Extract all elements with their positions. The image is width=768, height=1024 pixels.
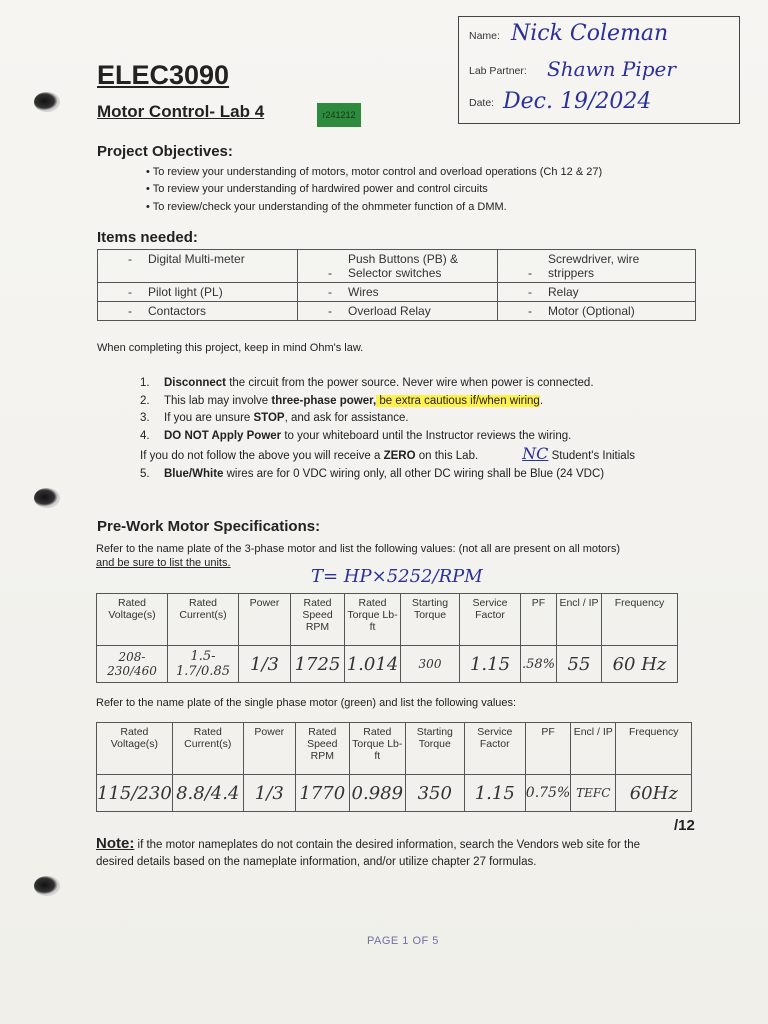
nameplate-note-cont: desired details based on the nameplate information, and/or utilize chapter 27 formulas. [96,856,537,868]
table-cell: 208-230/460 [97,646,168,683]
objective-item: • To review/check your understanding of the ohmmeter function of a DMM. [146,201,507,213]
table-cell: 1/3 [239,646,291,683]
table-row [97,775,692,812]
name-label: Name: [469,30,500,42]
table-header-row [97,723,692,775]
column-header: Rated Torque Lb-ft [345,594,401,646]
nameplate-note: Note: if the motor nameplates do not contain the desired information, search the Vendors web site for the [96,835,640,852]
table-cell: 1.014 [345,646,401,683]
item-cell: - Relay [498,283,696,302]
table-header-row [97,594,678,646]
table-cell: 115/230 [97,775,173,812]
student-initials-label: Student's Initials [551,450,636,462]
column-header: Service Factor [464,723,525,775]
table-cell: 1.15 [460,646,521,683]
table-cell: 1770 [295,775,349,812]
step-2: 2. This lab may involve three-phase power, be extra cautious if/when wiring. [140,394,544,407]
table-cell: 8.8/4.4 [172,775,243,812]
column-header: PF [525,723,570,775]
single-phase-table [96,722,692,812]
table-cell: 350 [405,775,464,812]
objective-item: • To review your understanding of motors, motor control and overload operations (Ch 12 & 27) [146,166,603,178]
column-header: Starting Torque [401,594,460,646]
table-cell: 60Hz [616,775,692,812]
item-cell: -Push Buttons (PB) & Selector switches [298,250,498,283]
highlighted-warning: be extra cautious if/when wiring [376,394,540,407]
column-header: Encl / IP [571,723,616,775]
column-header: Rated Voltage(s) [97,594,168,646]
column-header: Rated Voltage(s) [97,723,173,775]
table-cell: 60 Hz [602,646,678,683]
table-row [98,283,696,302]
item-cell: -Screwdriver, wire strippers [498,250,696,283]
safety-steps [140,375,635,483]
table-cell: 300 [401,646,460,683]
column-header: Power [239,594,291,646]
table-cell: 0.75% [525,775,570,812]
item-cell: - Digital Multi-meter [98,250,298,283]
column-header: Encl / IP [557,594,602,646]
column-header: Power [243,723,295,775]
student-initials-value: NC [522,444,549,463]
table-row [98,250,696,283]
prework-intro-units: and be sure to list the units. [96,557,231,569]
item-cell: - Contactors [98,302,298,321]
column-header: Rated Torque Lb-ft [349,723,405,775]
punch-hole [34,488,60,508]
table-cell: 1725 [291,646,345,683]
green-stamp: r241212 [317,103,361,127]
partner-label: Lab Partner: [469,65,527,77]
prework-heading: Pre-Work Motor Specifications: [97,518,321,535]
items-table [97,249,696,321]
item-cell: - Motor (Optional) [498,302,696,321]
table-cell: 55 [557,646,602,683]
course-code: ELEC3090 [97,60,230,90]
three-phase-table [96,593,678,683]
table-row [97,646,678,683]
step-5: 5. Blue/White wires are for 0 VDC wiring only, all other DC wiring shall be Blue (24 VDC) [140,467,605,480]
ohms-law-note: When completing this project, keep in mind Ohm's law. [97,342,364,354]
table-cell: 1.15 [464,775,525,812]
score-out-of-12: /12 [674,817,695,834]
table-cell: 1/3 [243,775,295,812]
objective-item: • To review your understanding of hardwired power and control circuits [146,183,488,195]
column-header: PF [521,594,557,646]
column-header: Frequency [616,723,692,775]
prework-intro: Refer to the name plate of the 3-phase motor and list the following values: (not all are present on all motors) [96,543,621,555]
date-label: Date: [469,97,495,109]
table-cell: 1.5-1.7/0.85 [168,646,239,683]
item-cell: - Wires [298,283,498,302]
step-4: 4. DO NOT Apply Power to your whiteboard until the Instructor reviews the wiring. [140,429,572,442]
column-header: Rated Current(s) [172,723,243,775]
column-header: Starting Torque [405,723,464,775]
items-heading: Items needed: [97,229,198,246]
name-value: Nick Coleman [511,21,669,46]
objectives-heading: Project Objectives: [97,143,233,160]
item-cell: - Overload Relay [298,302,498,321]
partner-value: Shawn Piper [547,57,676,81]
column-header: Rated Speed RPM [291,594,345,646]
item-cell: - Pilot light (PL) [98,283,298,302]
date-value: Dec. 19/2024 [503,89,652,114]
column-header: Frequency [602,594,678,646]
step-1: 1. Disconnect the circuit from the power source. Never wire when power is connected. [140,377,594,389]
table-cell: TEFC [571,775,616,812]
table-cell: .58% [521,646,557,683]
punch-hole [34,876,60,896]
torque-formula: T= HP×5252/RPM [311,566,483,587]
column-header: Rated Speed RPM [295,723,349,775]
table-cell: 0.989 [349,775,405,812]
single-phase-intro: Refer to the name plate of the single phase motor (green) and list the following values: [96,697,517,709]
page-number: PAGE 1 OF 5 [367,935,439,947]
zero-warning: If you do not follow the above you will receive a ZERO on this Lab. NC Student's Initials [140,444,636,463]
column-header: Service Factor [460,594,521,646]
lab-title: Motor Control- Lab 4 [97,102,265,121]
note-label: Note: [96,835,135,852]
table-row [98,302,696,321]
punch-hole [34,92,60,112]
column-header: Rated Current(s) [168,594,239,646]
name-box [458,16,740,124]
step-3: 3. If you are unsure STOP, and ask for assistance. [140,412,409,424]
